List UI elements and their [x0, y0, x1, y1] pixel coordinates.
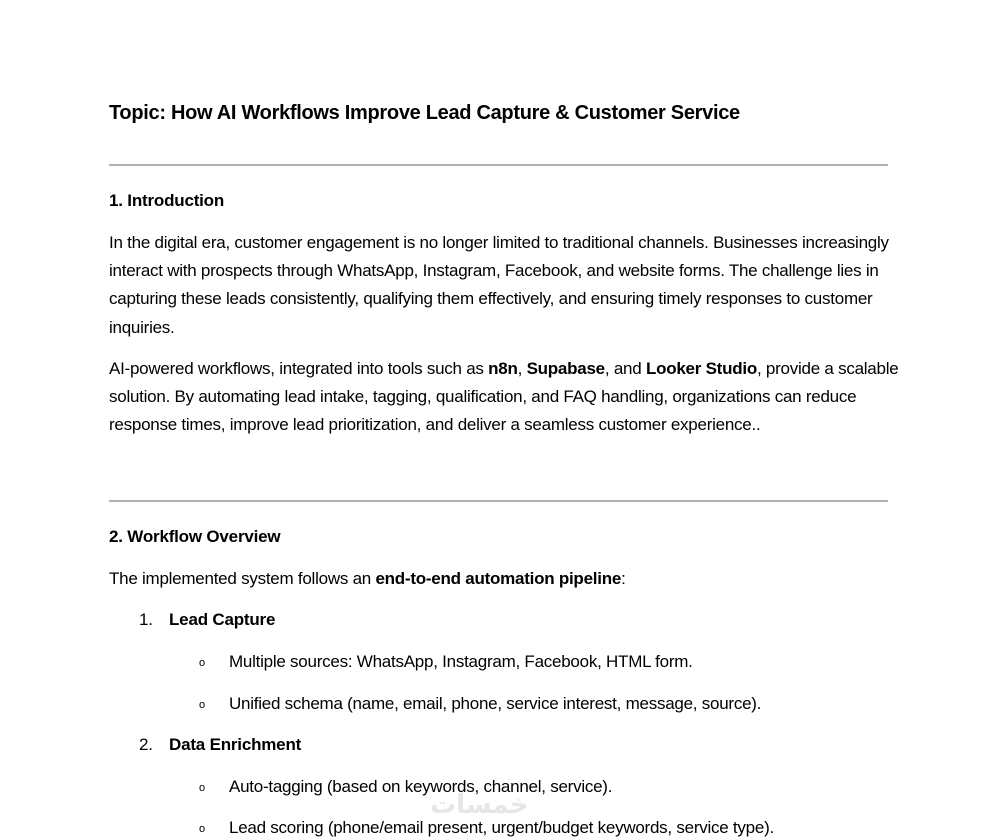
bold-term-looker-studio: Looker Studio — [645, 359, 757, 378]
paragraph-text: , and — [604, 359, 646, 378]
paragraph-text: AI-powered workflows, integrated into tools such as — [109, 359, 489, 378]
paragraph-text: , — [517, 359, 527, 378]
sub-list-item-text: Multiple sources: WhatsApp, Instagram, Facebook, HTML form. — [229, 652, 693, 671]
list-item-lead-capture — [139, 610, 275, 630]
sub-list-item — [199, 818, 774, 838]
paragraph-text: , provide a scalable solution. By automating lead intake, tagging, qualification, and FAQ handling, organizations can reduce response times, improve lead prioritization, and deliver a seamless customer experience.. — [109, 359, 899, 435]
intro-paragraph-2 — [109, 355, 899, 440]
paragraph-text: : — [621, 569, 626, 588]
hollow-bullet-icon: o — [199, 823, 205, 835]
hollow-bullet-icon: o — [199, 699, 205, 711]
section-heading-introduction: 1. Introduction — [109, 191, 225, 210]
horizontal-rule — [109, 500, 888, 502]
list-item-label: Data Enrichment — [169, 735, 302, 754]
intro-paragraph-1: In the digital era, customer engagement is no longer limited to traditional channels. Businesses increasingly interact with prospects through WhatsApp, Instagram, Facebook, and website forms. The challenge lies in capturing these leads consistently, qualifying them effectively, and ensuring timely responses to customer inquiries. — [109, 233, 889, 337]
sub-list-item — [199, 694, 761, 714]
paragraph-text: The implemented system follows an — [109, 569, 376, 588]
list-number: 2. — [139, 735, 153, 754]
watermark: خمسات — [430, 790, 529, 820]
bold-term-supabase: Supabase — [526, 359, 605, 378]
bold-term-n8n: n8n — [488, 359, 518, 378]
sub-list-item — [199, 777, 612, 797]
list-number: 1. — [139, 610, 153, 629]
section-heading-workflow-overview: 2. Workflow Overview — [109, 527, 281, 546]
list-item-label: Lead Capture — [169, 610, 276, 629]
bold-term-pipeline: end-to-end automation pipeline — [375, 569, 622, 588]
sub-list-item-text: Lead scoring (phone/email present, urgent/budget keywords, service type). — [229, 818, 774, 837]
list-item-data-enrichment — [139, 735, 301, 755]
horizontal-rule — [109, 164, 888, 166]
sub-list-item-text: Unified schema (name, email, phone, service interest, message, source). — [229, 694, 762, 713]
sub-list-item — [199, 652, 693, 672]
sub-list-item-text: Auto-tagging (based on keywords, channel, service). — [229, 777, 613, 796]
hollow-bullet-icon: o — [199, 657, 205, 669]
document-title: Topic: How AI Workflows Improve Lead Capture & Customer Service — [109, 102, 740, 124]
workflow-intro-paragraph — [109, 565, 899, 593]
hollow-bullet-icon: o — [199, 782, 205, 794]
